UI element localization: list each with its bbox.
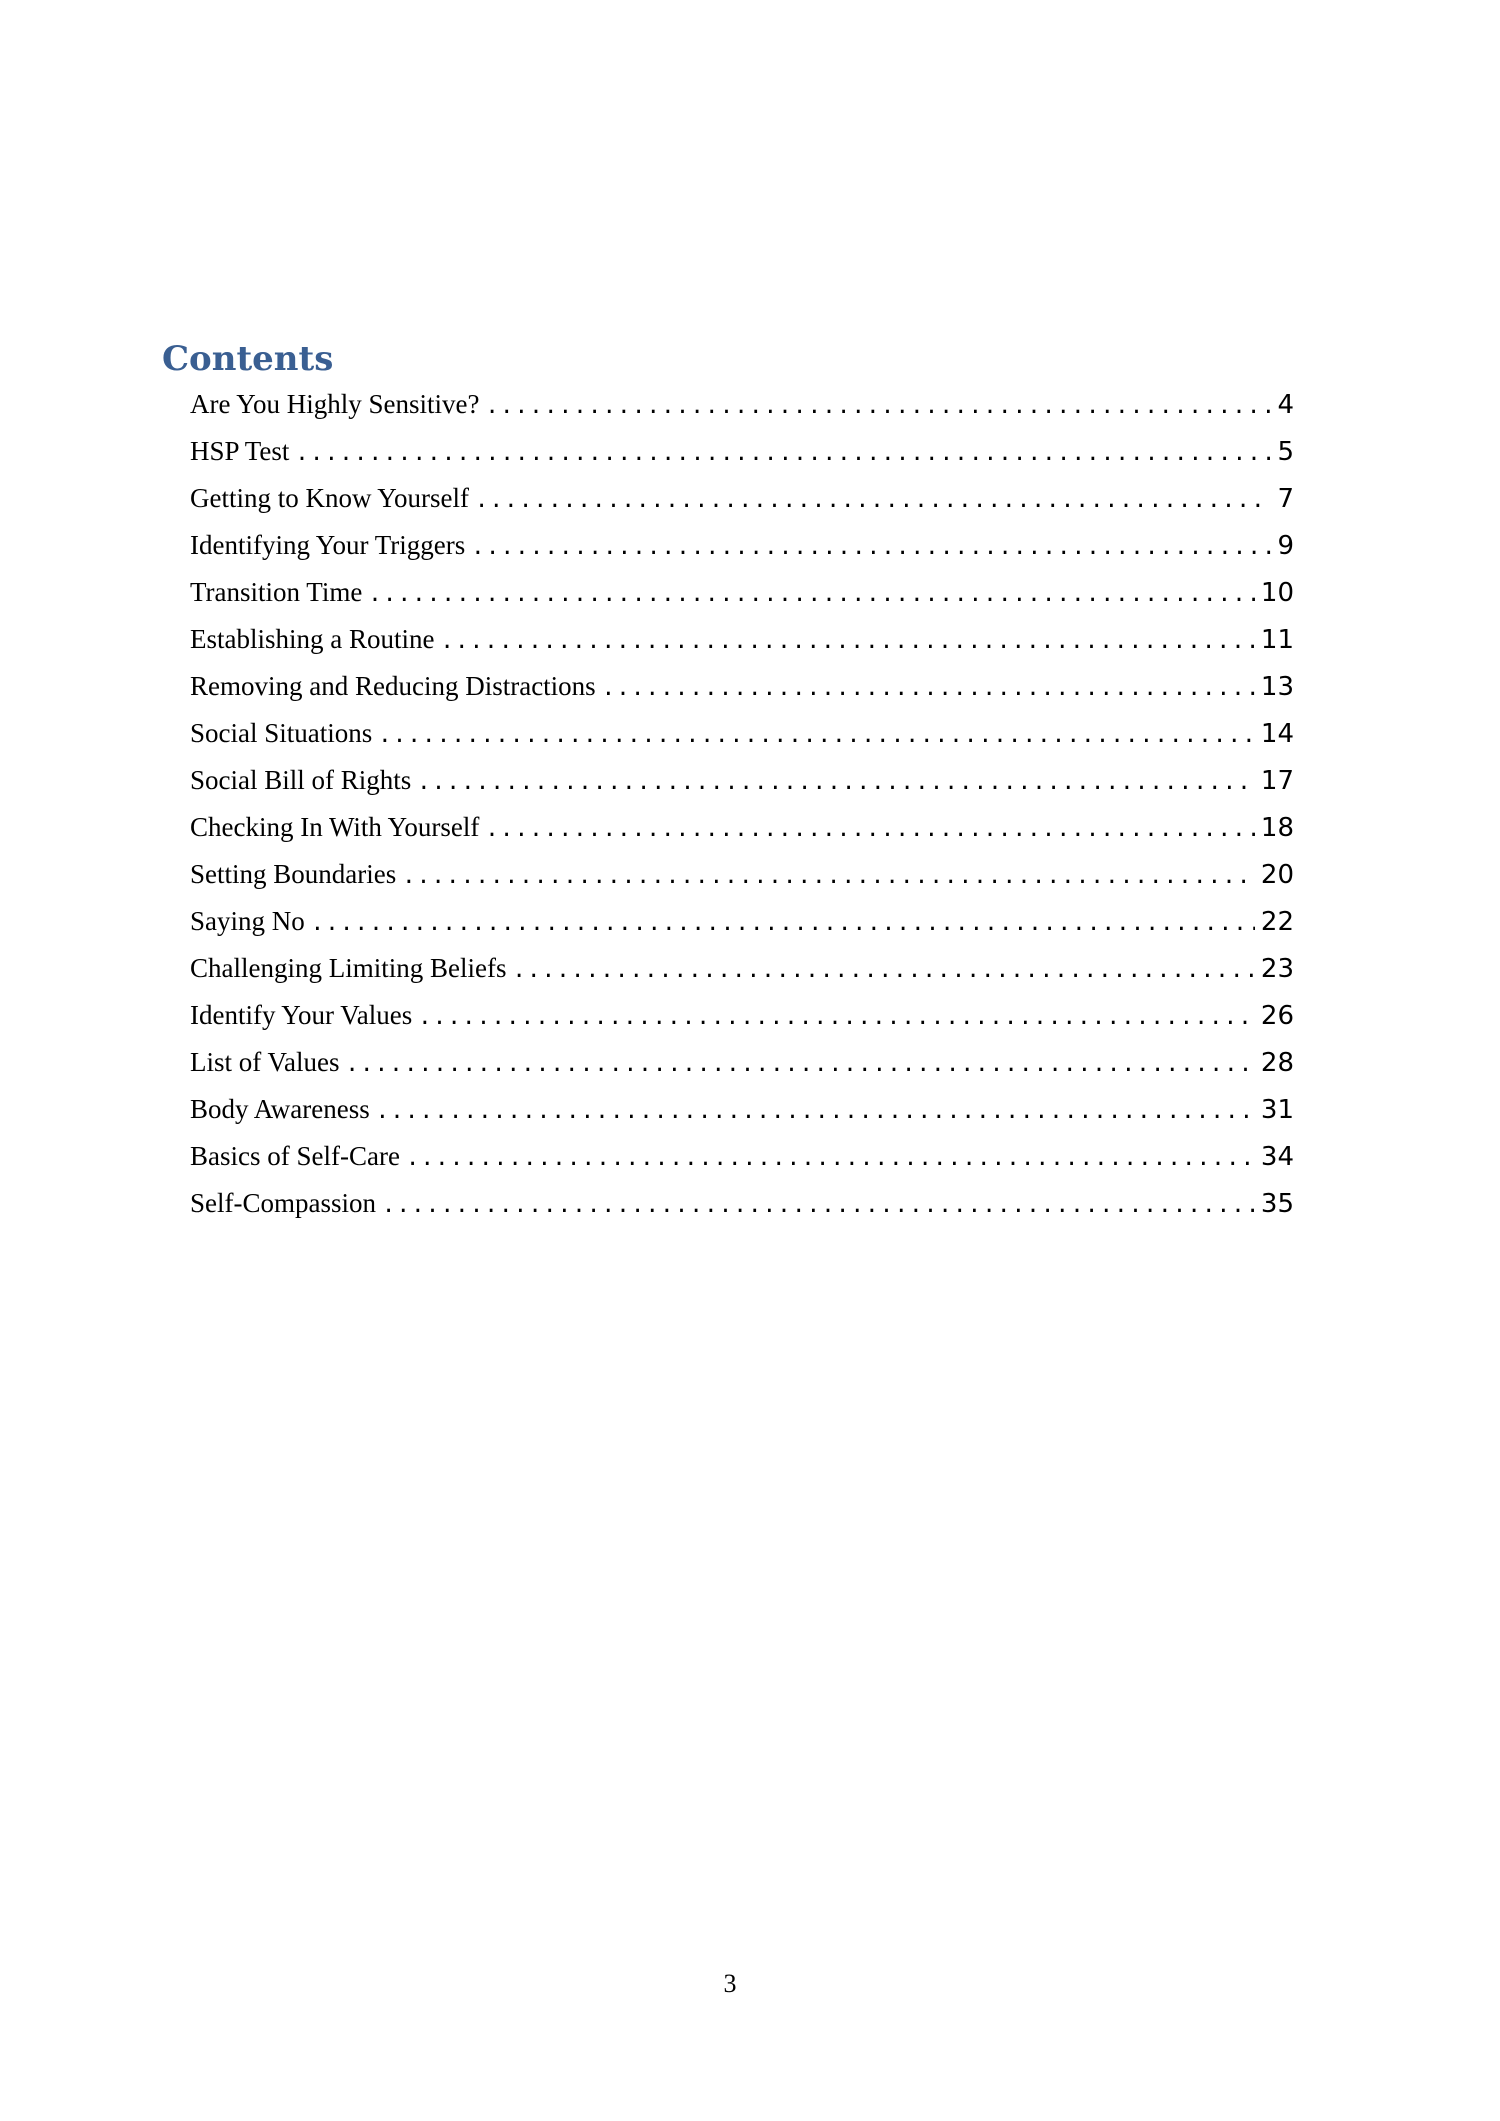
- toc-entry[interactable]: [190, 1039, 1294, 1086]
- toc-entry-title: Setting Boundaries: [190, 859, 397, 889]
- toc-entry-title: Basics of Self-Care: [190, 1141, 400, 1171]
- toc-entry[interactable]: [190, 992, 1294, 1039]
- toc-dot-leader: [485, 806, 1255, 853]
- toc-entry-title: List of Values: [190, 1047, 340, 1077]
- toc-dot-leader: [311, 900, 1255, 947]
- toc-entry-title: Checking In With Yourself: [190, 812, 480, 842]
- toc-dot-leader: [402, 853, 1255, 900]
- toc-entry-title: Challenging Limiting Beliefs: [190, 953, 507, 983]
- toc-entry-title: Removing and Reducing Distractions: [190, 671, 596, 701]
- toc-entry-title: Saying No: [190, 906, 305, 936]
- toc-dot-leader: [471, 524, 1271, 571]
- toc-entry-title: Getting to Know Yourself: [190, 483, 470, 513]
- toc-dot-leader: [512, 947, 1254, 994]
- toc-entry[interactable]: [190, 381, 1294, 428]
- toc-entry-page: 13: [1260, 672, 1294, 702]
- toc-dot-leader: [440, 618, 1254, 665]
- toc-entry-page: 31: [1260, 1095, 1294, 1125]
- toc-entry-title: Social Situations: [190, 718, 373, 748]
- toc-entry[interactable]: [190, 428, 1294, 475]
- toc-entry[interactable]: [190, 1180, 1294, 1227]
- toc-dot-leader: [346, 1041, 1255, 1088]
- toc-dot-leader: [382, 1182, 1255, 1229]
- toc-entry-title: Self-Compassion: [190, 1188, 376, 1218]
- toc-entry-title: Establishing a Routine: [190, 624, 435, 654]
- toc-entry-page: 11: [1260, 625, 1294, 655]
- toc-entry[interactable]: [190, 569, 1294, 616]
- toc-entry[interactable]: [190, 1133, 1294, 1180]
- toc-entry-title: Body Awareness: [190, 1094, 370, 1124]
- toc-entry-title: Social Bill of Rights: [190, 765, 412, 795]
- toc-entry[interactable]: [190, 710, 1294, 757]
- toc-dot-leader: [368, 571, 1255, 618]
- toc-entry-page: 28: [1260, 1048, 1294, 1078]
- toc-entry[interactable]: [190, 945, 1294, 992]
- toc-entry-page: 35: [1260, 1189, 1294, 1219]
- toc-entry-title: Identify Your Values: [190, 1000, 413, 1030]
- toc-dot-leader: [486, 383, 1272, 430]
- toc-entry-page: 5: [1277, 437, 1294, 467]
- toc-dot-leader: [378, 712, 1255, 759]
- toc-entry[interactable]: [190, 616, 1294, 663]
- toc-entry-page: 10: [1260, 578, 1294, 608]
- toc-entry-title: Are You Highly Sensitive?: [190, 389, 480, 419]
- toc-entry[interactable]: [190, 522, 1294, 569]
- toc-dot-leader: [418, 994, 1255, 1041]
- toc-entry-title: HSP Test: [190, 436, 290, 466]
- toc-entry-page: 4: [1277, 390, 1294, 420]
- toc-entry-title: Identifying Your Triggers: [190, 530, 466, 560]
- toc-dot-leader: [602, 665, 1255, 712]
- toc-entry[interactable]: [190, 898, 1294, 945]
- toc-dot-leader: [406, 1135, 1255, 1182]
- toc-entry-page: 7: [1277, 484, 1294, 514]
- toc-entry-page: 26: [1260, 1001, 1294, 1031]
- toc-dot-leader: [417, 759, 1255, 806]
- toc-entry-title: Transition Time: [190, 577, 363, 607]
- toc-entry-page: 23: [1260, 954, 1294, 984]
- toc-entry[interactable]: [190, 1086, 1294, 1133]
- toc-entry[interactable]: [190, 757, 1294, 804]
- toc-entry[interactable]: [190, 663, 1294, 710]
- toc-dot-leader: [376, 1088, 1255, 1135]
- toc-entry-page: 18: [1260, 813, 1294, 843]
- toc-entry-page: 34: [1260, 1142, 1294, 1172]
- toc-entry[interactable]: [190, 851, 1294, 898]
- toc-entry-page: 14: [1260, 719, 1294, 749]
- toc-list: [190, 381, 1294, 1227]
- page-number: 3: [723, 1969, 737, 1998]
- toc-entry-page: 20: [1260, 860, 1294, 890]
- toc-heading: Contents: [162, 339, 334, 379]
- toc-entry[interactable]: [190, 475, 1294, 522]
- toc-entry-page: 17: [1260, 766, 1294, 796]
- toc-entry-page: 22: [1260, 907, 1294, 937]
- toc-entry[interactable]: [190, 804, 1294, 851]
- toc-dot-leader: [295, 430, 1271, 477]
- toc-dot-leader: [475, 477, 1271, 524]
- toc-entry-page: 9: [1277, 531, 1294, 561]
